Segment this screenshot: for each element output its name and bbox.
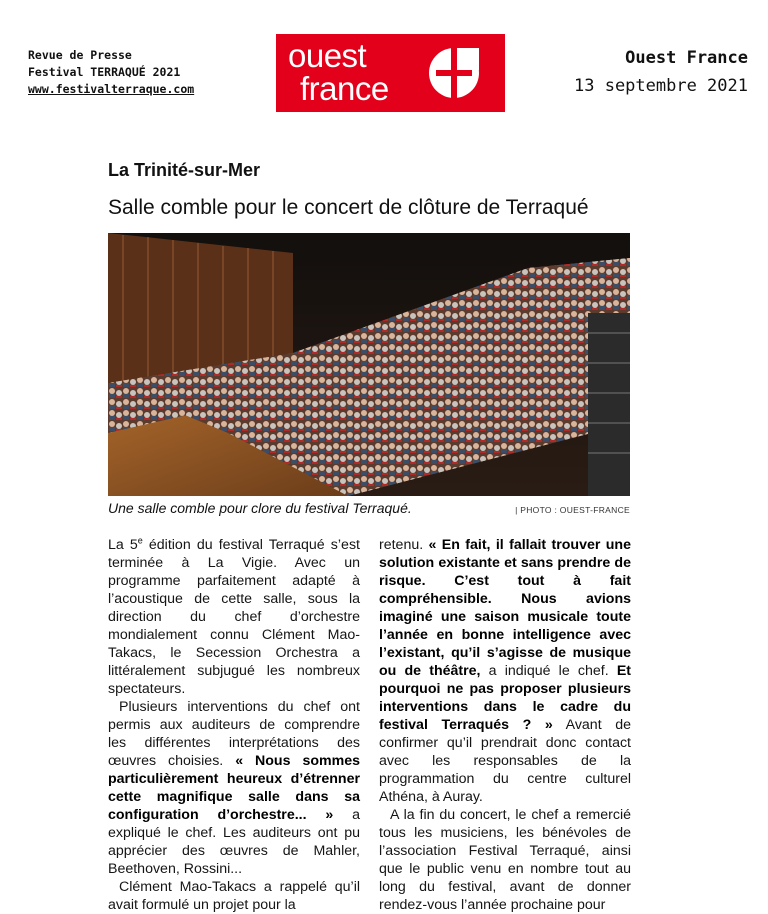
quote-text: « En fait, il fallait trouver une solution existante et sans prendre de risque. C’est tout à fait compréhensible. Nous avions imaginé une saison musicale toute l’année en bonne intelligence avec l’existant, qu’il s’agisse de musique ou de théâtre,	[379, 537, 631, 679]
article-paragraph: Clément Mao-Takacs a rappelé qu’il avait formulé un projet pour la	[108, 879, 360, 913]
article-paragraph: retenu. « En fait, il fallait trouver une solution existante et sans prendre de risque. C’est tout à fait compréhensible. Nous avions imaginé une saison musicale toute l’année en bonne intelligence avec l’existant, qu’il s’agisse de musique ou de théâtre, a indiqué le chef. Et pourquoi ne pas proposer plusieurs interventions dans le cadre du festival Terraqués ? » Avant de confirmer qu’il prendrait donc contact avec les responsables de la programmation du centre culturel Athéna, à Auray.	[379, 537, 632, 805]
festival-label: Festival TERRAQUÉ 2021	[28, 65, 181, 79]
publication-date: 13 septembre 2021	[574, 76, 748, 96]
article-location: La Trinité-sur-Mer	[108, 160, 261, 180]
photo-caption: Une salle comble pour clore du festival Terraqué.	[108, 500, 412, 516]
concert-hall-photo	[108, 233, 630, 496]
ouest-france-logo	[276, 34, 505, 112]
article-paragraph: Plusieurs interventions du chef ont permis aux auditeurs de comprendre les différentes interprétations des œuvres choisies. « Nous sommes particulièrement heureux d’étrenner cette magnifique salle dans sa configuration d’orchestre... » a expliqué le chef. Les auditeurs ont pu apprécier des œuvres de Mahler, Beethoven, Rossini...	[108, 699, 361, 877]
logo-emblem-icon	[429, 48, 479, 98]
article-column-left	[108, 536, 360, 914]
publication-source	[574, 44, 748, 100]
article-column-right	[379, 536, 631, 914]
quote-text: Et pourquoi ne pas proposer plusieurs interventions dans le cadre du festival Terraqués ? »	[379, 663, 632, 733]
article-paragraph: La 5e édition du festival Terraqué s’est terminée à La Vigie. Avec un programme parfaitement adapté à l’acoustique de cette salle, sous la direction du chef d’orchestre mondialement connu Clément Mao-Takacs, le Secession Orchestra a littéralement subjugué les nombreux spectateurs.	[108, 535, 360, 697]
quote-text: « Nous sommes particulièrement heureux d’étrenner cette magnifique salle dans sa configuration d’orchestre... »	[108, 753, 361, 823]
newspaper-name: Ouest France	[625, 48, 748, 68]
logo-word-ouest: ouest	[288, 37, 367, 74]
festival-url-link[interactable]: www.festivalterraque.com	[28, 82, 195, 96]
photo-credit: | PHOTO : OUEST-FRANCE	[515, 505, 630, 515]
press-review-info	[28, 47, 194, 98]
article-paragraph: A la fin du concert, le chef a remercié tous les musiciens, les bénévoles de l’association Festival Terraqué, ainsi que le public venu en nombre tout au long du festival, avant de donner rendez-vous l’année prochaine pour	[379, 807, 631, 913]
article-headline: Salle comble pour le concert de clôture de Terraqué	[108, 196, 589, 219]
press-review-label: Revue de Presse	[28, 48, 132, 62]
logo-word-france: france	[300, 70, 389, 107]
